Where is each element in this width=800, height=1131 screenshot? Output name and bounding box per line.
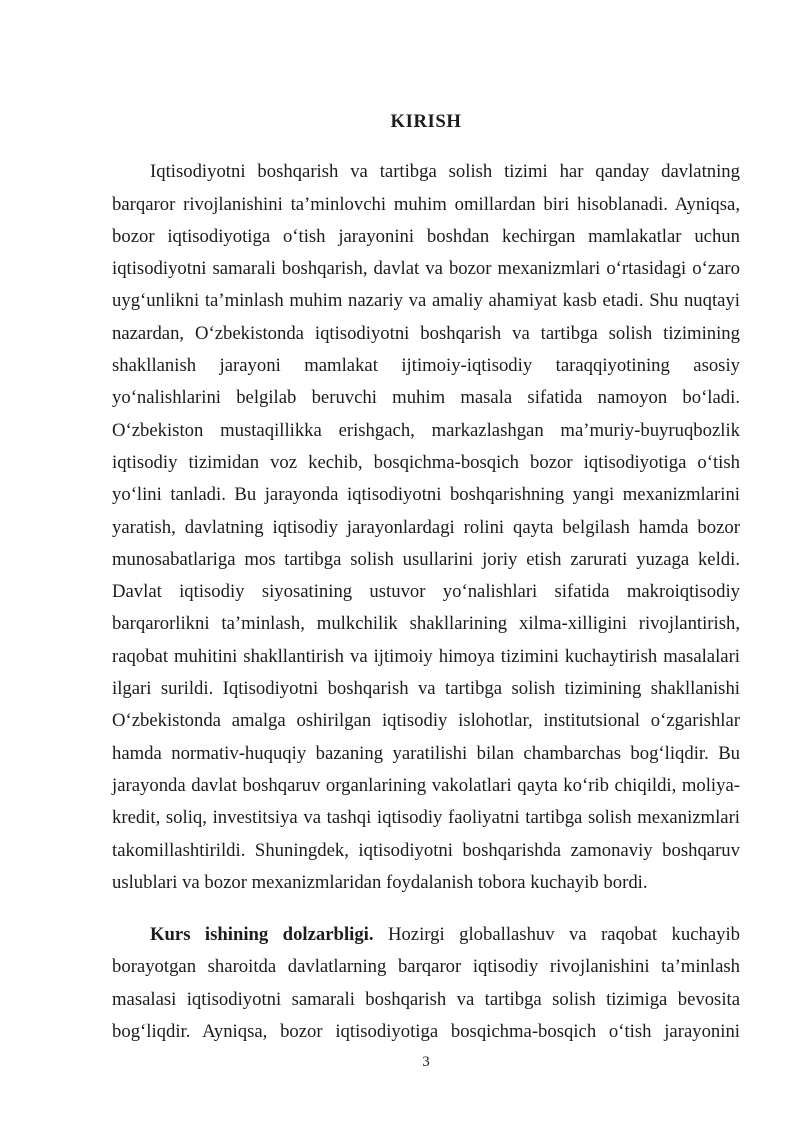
text-line: barqarorlikni ta’minlash, mulkchilik shakllarining xilma-xilligini rivojlantirish,	[112, 613, 740, 635]
text-line	[112, 919, 740, 951]
text-line: nazardan, O‘zbekistonda iqtisodiyotni boshqarish va tartibga solish tizimining	[112, 322, 740, 344]
paragraph-2	[112, 919, 740, 1048]
text-line: iqtisodiy tizimidan voz kechib, bosqichma-bosqich bozor iqtisodiyotiga o‘tish	[112, 451, 740, 473]
first-line-rest: Hozirgi globallashuv va raqobat kuchayib	[387, 924, 741, 946]
text-line: yaratish, davlatning iqtisodiy jarayonlardagi rolini qayta belgilash hamda bozor	[112, 516, 740, 538]
text-line: O‘zbekistonda amalga oshirilgan iqtisodiy islohotlar, institutsional o‘zgarishlar	[112, 710, 740, 732]
page-number: 3	[422, 1054, 430, 1070]
paragraph-1	[112, 156, 740, 899]
text-line: kredit, soliq, investitsiya va tashqi iqtisodiy faoliyatni tartibga solish mexanizmlari	[112, 807, 740, 829]
text-line: barqaror rivojlanishini ta’minlovchi muhim omillardan biri hisoblanadi. Ayniqsa,	[112, 193, 740, 215]
body-text	[112, 156, 740, 1048]
text-line: bog‘liqdir. Ayniqsa, bozor iqtisodiyotiga bosqichma-bosqich o‘tish jarayonini	[112, 1021, 740, 1043]
text-line: O‘zbekiston mustaqillikka erishgach, markazlashgan ma’muriy-buyruqbozlik	[112, 419, 740, 441]
text-line: Davlat iqtisodiy siyosatining ustuvor yo‘nalishlari sifatida makroiqtisodiy	[112, 581, 740, 603]
text-line: Iqtisodiyotni boshqarish va tartibga solish tizimi har qanday davlatning	[150, 161, 740, 183]
text-line: shakllanish jarayoni mamlakat ijtimoiy-iqtisodiy taraqqiyotining asosiy	[112, 355, 740, 377]
text-line: takomillashtirildi. Shuningdek, iqtisodiyotni boshqarishda zamonaviy boshqaruv	[112, 839, 740, 861]
text-line: jarayonda davlat boshqaruv organlarining vakolatlari qayta ko‘rib chiqildi, moliya-	[112, 774, 740, 796]
text-line: hamda normativ-huquqiy bazaning yaratilishi bilan chambarchas bog‘liqdir. Bu	[112, 742, 740, 764]
text-line: yo‘lini tanladi. Bu jarayonda iqtisodiyotni boshqarishning yangi mexanizmlarini	[112, 484, 740, 506]
text-line: raqobat muhitini shakllantirish va ijtimoiy himoya tizimini kuchaytirish masalalari	[112, 645, 740, 667]
text-line: masalasi iqtisodiyotni samarali boshqarish va tartibga solish tizimiga bevosita	[112, 988, 740, 1010]
text-line: yo‘nalishlarini belgilab beruvchi muhim masala sifatida namoyon bo‘ladi.	[112, 387, 740, 409]
text-line: iqtisodiyotni samarali boshqarish, davlat va bozor mexanizmlari o‘rtasidagi o‘zaro	[112, 258, 740, 280]
text-line: uslublari va bozor mexanizmlaridan foydalanish tobora kuchayib bordi.	[112, 871, 648, 893]
text-line: bozor iqtisodiyotiga o‘tish jarayonini boshdan kechirgan mamlakatlar uchun	[112, 225, 740, 247]
bold-lead: Kurs ishining dolzarbligi.	[150, 924, 374, 946]
text-line: munosabatlariga mos tartibga solish usullarini joriy etish zarurati yuzaga keldi.	[112, 548, 740, 570]
text-line: ilgari surildi. Iqtisodiyotni boshqarish va tartibga solish tizimining shakllanishi	[112, 678, 740, 700]
section-heading: KIRISH	[390, 111, 462, 132]
text-line: borayotgan sharoitda davlatlarning barqaror iqtisodiy rivojlanishini ta’minlash	[112, 956, 740, 978]
text-line: uyg‘unlikni ta’minlash muhim nazariy va amaliy ahamiyat kasb etadi. Shu nuqtayi	[112, 290, 740, 312]
